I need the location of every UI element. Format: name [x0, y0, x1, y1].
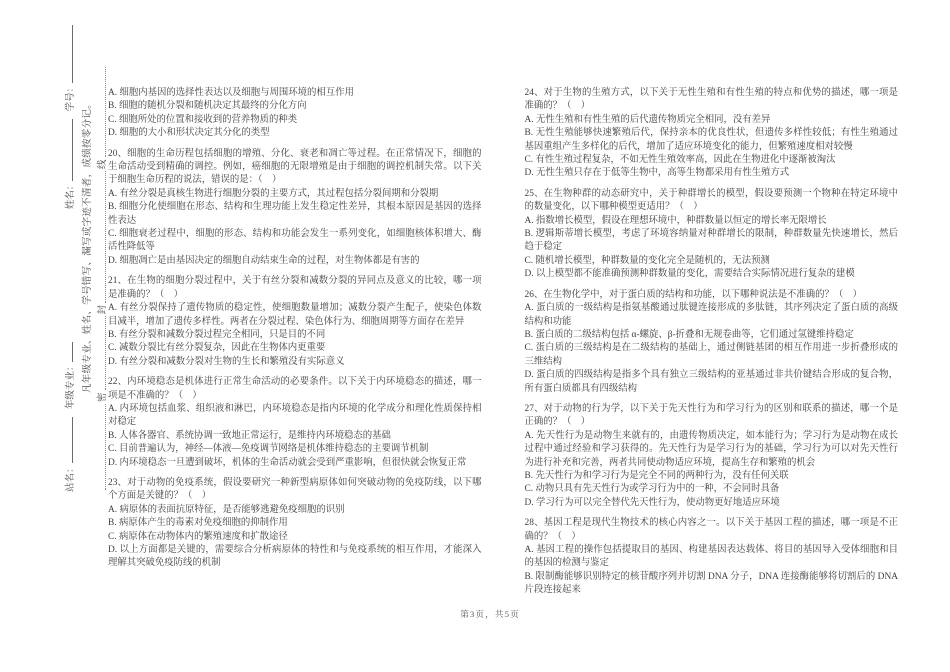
- seal-char-mi: 密: [98, 392, 108, 402]
- option-c: C. 蛋白质的三级结构是在二级结构的基础上，通过侧链基团的相互作用进一步折叠形成的三维结构: [524, 343, 898, 367]
- option-c: C. 减数分裂比有丝分裂复杂，因此在生物体内更重要: [108, 343, 326, 354]
- question-stem: 22、内环境稳态是机体进行正常生命活动的必要条件。以下关于内环境稳态的描述，哪一项是不准确的？（ ）: [108, 377, 482, 401]
- question-23: [108, 477, 482, 571]
- seal-line: [94, 65, 108, 492]
- fill-blank: [63, 342, 73, 362]
- option-b: B. 病原体产生的毒素对免疫细胞的抑制作用: [108, 518, 288, 529]
- student-info-fields: [62, 25, 76, 492]
- fill-blank: [63, 417, 73, 463]
- option-a: A. 细胞内基因的选择性表达以及细胞与周围环境的相互作用: [108, 88, 354, 98]
- option-d: D. 内环境稳态一旦遭到破坏，机体的生命活动就会受到严重影响，但很快就会恢复正常: [108, 457, 467, 468]
- question-stem: 28、基因工程是现代生物技术的核心内容之一。以下关于基因工程的描述，哪一项是不正确的？（ ）: [524, 518, 898, 542]
- left-column: [108, 87, 482, 605]
- seal-char-feng: 封: [98, 304, 108, 315]
- option-a: A. 有丝分裂保持了遗传物质的稳定性，使细胞数量增加；减数分裂产生配子，使染色体数目减半，增加了遗传多样性。两者在分裂过程、染色体行为、细胞周期等方面存在差异: [108, 303, 482, 327]
- question-stem: 23、对于动物的免疫系统，假设要研究一种新型病原体如何突破动物的免疫防线，以下哪个方面是关键的？（ ）: [108, 477, 482, 502]
- option-d: D. 蛋白质的四级结构是指多个具有独立三级结构的亚基通过非共价键结合形成的复合物，所有蛋白质都具有四级结构: [524, 370, 898, 394]
- question-stem: 24、对于生物的生殖方式，以下关于无性生殖和有性生殖的特点和优势的描述，哪一项是准确的？（ ）: [524, 88, 898, 112]
- seal-dots: [100, 404, 106, 490]
- seal-dots: [100, 171, 106, 303]
- option-d: D. 学习行为可以完全替代先天性行为，使动物更好地适应环境: [524, 497, 780, 508]
- question-stem: 25、在生物种群的动态研究中，关于种群增长的模型，假设要预测一个物种在特定环境中的数量变化，以下哪种模型更适用？（ ）: [524, 188, 898, 213]
- option-c: C. 目前普遍认为，神经—体液—免疫调节网络是机体维持稳态的主要调节机制: [108, 444, 429, 455]
- name-label: 姓名：: [66, 180, 76, 210]
- option-a: A. 无性生殖和有性生殖的后代遗传物质完全相同，没有差异: [524, 114, 771, 125]
- option-a: A. 内环境包括血浆、组织液和淋巴，内环境稳态是指内环境的化学成分和理化性质保持相对稳定: [108, 403, 482, 428]
- seal-dots: [100, 67, 106, 157]
- option-b: B. 逻辑斯蒂增长模型，考虑了环境容纳量对种群增长的限制，种群数量先快速增长，然后趋于稳定: [524, 229, 898, 253]
- question-stem: 21、在生物的细胞分裂过程中，关于有丝分裂和减数分裂的异同点及意义的比较，哪一项是准确的？（ ）: [108, 276, 482, 300]
- option-a: A. 有丝分裂是真核生物进行细胞分裂的主要方式，其过程包括分裂间期和分裂期: [108, 188, 439, 199]
- option-b: B. 限制酶能够识别特定的核苷酸序列并切割 DNA 分子，DNA 连接酶能够将切割后的 DNA 片段连接起来: [524, 571, 898, 596]
- option-c: C. 病原体在动物体内的繁殖速度和扩散途径: [108, 531, 288, 542]
- question-26: [525, 289, 899, 396]
- seal-dots: [100, 316, 106, 390]
- option-b: B. 蛋白质的二级结构包括 α-螺旋、β-折叠和无规卷曲等，它们通过氢键维持稳定: [524, 329, 854, 340]
- question-stem: 26、在生物化学中，对于蛋白质的结构和功能，以下哪种说法是不准确的？（ ）: [524, 289, 863, 300]
- student-id-label: 学号：: [66, 82, 76, 112]
- fill-blank: [63, 119, 73, 181]
- right-column: [525, 87, 899, 605]
- option-b: B. 细胞分化使细胞在形态、结构和生理功能上发生稳定性差异，其根本原因是基因的选择性表达: [108, 202, 482, 226]
- option-c: C. 细胞衰老过程中，细胞的形态、结构和功能会发生一系列变化，如细胞核体积增大、酶活性降低等: [108, 229, 482, 253]
- option-d: D. 细胞的大小和形状决定其分化的类型: [108, 128, 270, 139]
- question-area: [108, 87, 898, 605]
- question-27: [525, 403, 899, 510]
- option-b: B. 细胞的随机分裂和随机决定其最终的分化方向: [108, 101, 307, 112]
- page-number: 第3页，共5页: [460, 609, 520, 619]
- option-c: C. 细胞所处的位置和接收到的营养物质的种类: [108, 114, 298, 125]
- fill-blank: [63, 25, 73, 83]
- option-c: C. 有性生殖过程复杂，不如无性生殖效率高，因此在生物进化中逐渐被淘汰: [524, 155, 836, 166]
- station-name-label: 站名：: [66, 463, 76, 492]
- option-d: D. 有丝分裂和减数分裂对生物的生长和繁殖没有实际意义: [108, 356, 345, 367]
- option-a: A. 基因工程的操作包括提取目的基因、构建基因表达载体、将目的基因导入受体细胞和目的基因的检测与鉴定: [524, 545, 898, 569]
- question-28: [525, 517, 899, 597]
- question-20: [108, 148, 482, 269]
- option-a: A. 病原体的表面抗原特征，是否能够逃避免疫细胞的识别: [108, 504, 345, 515]
- option-b: B. 有丝分裂和减数分裂过程完全相同，只是目的不同: [108, 329, 326, 340]
- seal-char-xian: 线: [98, 159, 108, 169]
- option-b: B. 人体各器官、系统协调一致地正常运行，是维持内环境稳态的基础: [108, 430, 391, 441]
- question-21: [108, 275, 482, 369]
- option-c: C. 随机增长模型，种群数量的变化完全是随机的，无法预测: [524, 255, 770, 266]
- question-19-options: [108, 87, 482, 141]
- grade-major-label: 年级专业：: [66, 361, 76, 410]
- question-stem: 20、细胞的生命历程包括细胞的增殖、分化、衰老和凋亡等过程。在正常情况下，细胞的生命活动受到精确的调控。例如，癌细胞的无限增殖是由于细胞的调控机制失常。以下关于细胞生命历程的说法，错误的是：（ ）: [108, 148, 482, 186]
- option-a: A. 指数增长模型，假设在理想环境中，种群数量以恒定的增长率无限增长: [524, 215, 827, 226]
- option-d: D. 以上模型都不能准确预测种群数量的变化，需要结合实际情况进行复杂的建模: [524, 269, 855, 280]
- option-c: C. 动物只具有先天性行为或学习行为中的一种，不会同时具备: [524, 484, 780, 495]
- option-d: D. 无性生殖只存在于低等生物中，高等生物都采用有性生殖方式: [524, 168, 790, 179]
- question-25: [525, 188, 899, 282]
- question-24: [525, 87, 899, 181]
- option-d: D. 以上方面都是关键的，需要综合分析病原体的特性和与免疫系统的相互作用，才能深入理解其突破免疫防线的机制: [108, 545, 482, 569]
- grading-warning-text: 凡年级专业、姓名、学号错写、漏写或字迹不清者，成绩按零分记。: [83, 98, 93, 393]
- option-a: A. 先天性行为是动物生来就有的，由遗传物质决定，如本能行为；学习行为是动物在成长过程中通过经验和学习获得的。先天性行为是学习行为的基础，学习行为可以对先天性行为进行补充和完善，两者共同使动物适应环境，提高生存和繁殖的机会: [524, 430, 898, 468]
- question-stem: 27、对于动物的行为学，以下关于先天性行为和学习行为的区别和联系的描述，哪一个是正确的？（ ）: [524, 403, 898, 428]
- option-b: B. 先天性行为和学习行为是完全不同的两种行为，没有任何关联: [524, 470, 789, 481]
- option-d: D. 细胞凋亡是由基因决定的细胞自动结束生命的过程，对生物体都是有害的: [108, 255, 420, 266]
- option-a: A. 蛋白质的一级结构是指氨基酸通过肽键连接形成的多肽链，其序列决定了蛋白质的高级结构和功能: [524, 303, 898, 327]
- option-b: B. 无性生殖能够快速繁殖后代，保持亲本的优良性状，但遗传多样性较低；有性生殖通过基因重组产生多样化的后代，增加了适应环境变化的能力，但繁殖速度相对较慢: [524, 128, 898, 152]
- question-22: [108, 376, 482, 470]
